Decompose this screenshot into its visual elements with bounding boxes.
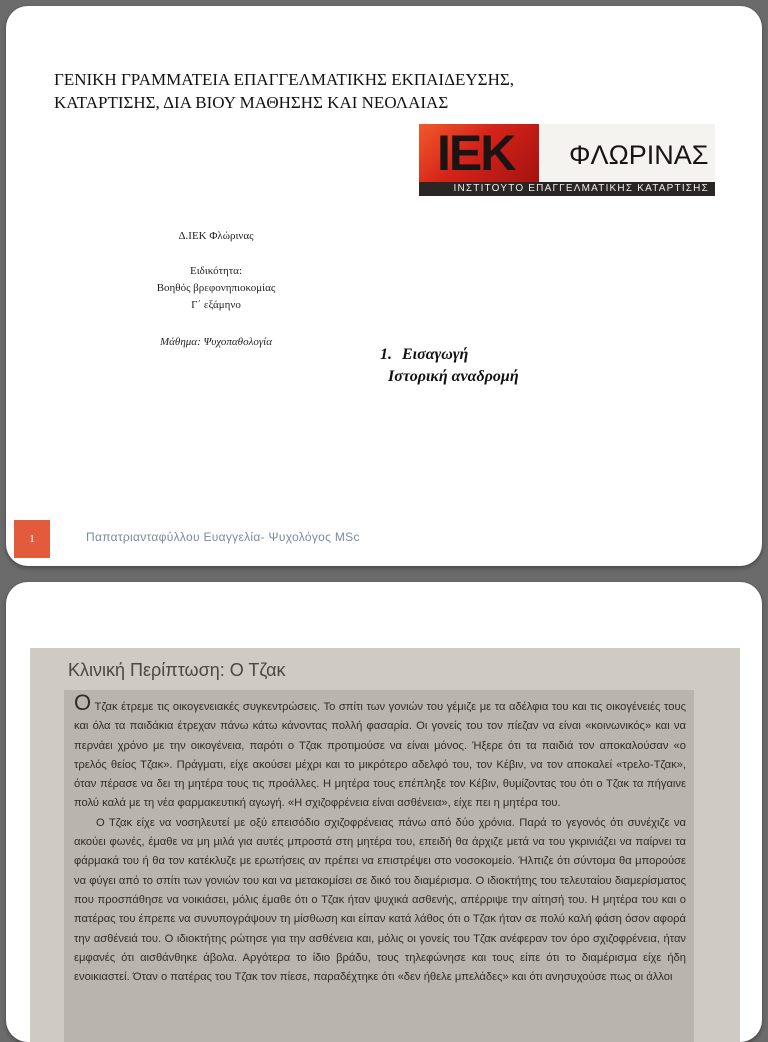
specialty-name: Βοηθός βρεφονηπιοκομίας (156, 282, 276, 294)
case-study-text-box (64, 690, 694, 1042)
specialty-label: Ειδικότητα: (189, 265, 243, 277)
slide-2 (6, 582, 762, 1042)
case-paragraph-2: Ο Τζακ είχε να νοσηλευτεί με οξύ επεισόδιο σχιζοφρένειας πάνω από δύο χρόνια. Παρά το γεγονός ότι συνέχιζε να ακούει φωνές, έμαθε να μη μιλά για αυτές μπροστά στη μητέρα του, επειδή θα άρχιζε μετά να του γκρινιάζει να παίρνει τα φάρμακά του ή θα τον κατέκλυζε με ερωτήσεις αν πρέπει να επιστρέψει στο νοσοκομείο. Ήλπιζε ότι σύντομα θα μπορούσε να φύγει από το σπίτι των γονιών του και να μετακομίσει σε δικό του διαμέρισμα. Ο ιδιοκτήτης του τελευταίου διαμερίσματος που προσπάθησε να νοικιάσει, μόλις έμαθε ότι ο Τζακ ήταν ψυχικά ασθενής, απέρριψε την αίτησή του. Η μητέρα του και ο πατέρας του έπρεπε να συνυπογράψουν τη μίσθωση και είπαν κατά λάθος ότι ο Τζακ ήταν σε πολύ καλή φάση όσον αφορά την ασθένειά του. Ο ιδιοκτήτης ρώτησε για την ασθένεια και, μόλις οι γονείς του Τζακ ανέφεραν τον όρο σχιζοφρένεια, ήταν εμφανές ότι αισθάνθηκε άβολα. Αργότερα το ίδιο βράδυ, τους τηλεφώνησε και τους είπε ότι το διαμέρισμα είχε ήδη ενοικιαστεί. Όταν ο πατέρας του Τζακ τον πίεσε, παραδέχτηκε ότι «δεν ήθελε μπελάδες» και ότι ανησυχούσε πως οι άλλοι (74, 816, 686, 984)
course-info (106, 228, 326, 351)
topic-subtitle: Ιστορική αναδρομή (388, 368, 519, 385)
institute-name: Δ.ΙΕΚ Φλώρινας (178, 230, 254, 242)
semester: Γ΄ εξάμηνο (191, 299, 241, 311)
drop-cap: Ο (74, 690, 92, 715)
iek-florinas-logo (419, 124, 715, 196)
slide-1 (6, 6, 762, 566)
topic-title: Εισαγωγή (402, 346, 469, 363)
slide-footer-author: Παπατριανταφύλλου Ευαγγελία- Ψυχολόγος MSc (86, 530, 360, 544)
slide-number-badge: 1 (14, 520, 50, 558)
case-paragraph-1-text: Τζακ έτρεμε τις οικογενειακές συγκεντρώσεις. Το σπίτι των γονιών του γέμιζε με τα αδέλφια του και τις οικογένειές τους και όλα τα παιδάκια έτρεχαν πάνω κάτω κάνοντας πολλή φασαρία. Οι γονείς του τον πίεζαν να είναι «κοινωνικός» και να περνάει χρόνο με την οικογένεια, παρότι ο Τζακ προτιμούσε να είναι μόνος. Ήξερε ότι τα παιδιά τον αποκαλούσαν «ο τρελός θείος Τζακ». Πράγματι, είχε ακούσει μέχρι και το μικρότερο αδελφό του, τον Κέβιν, να τον αποκαλεί «τρελο-Τζακ», όταν πέρασε να δει τη μητέρα τους τις προάλλες. Η μητέρα τους επέπληξε τον Κέβιν, θυμίζοντας του ότι ο Τζακ τα πήγαινε πολύ καλά με τη νέα φαρμακευτική αγωγή. «Η σχιζοφρένεια είναι ασθένεια», είχε πει η μητέρα του. (74, 701, 686, 810)
case-paragraph-1 (74, 690, 686, 814)
lecture-topic (380, 344, 519, 388)
topic-number: 1. (380, 346, 392, 363)
subject: Μάθημα: Ψυχοπαθολογία (159, 336, 272, 348)
logo-city-text: ΦΛΩΡΙΝΑΣ (569, 140, 709, 170)
org-title-line-2: ΚΑΤΑΡΤΙΣΗΣ, ΔΙΑ ΒΙΟΥ ΜΑΘΗΣΗΣ ΚΑΙ ΝΕΟΛΑΙΑΣ (54, 93, 449, 112)
case-study-photo (30, 648, 740, 1042)
logo-iek-text: ΙΕΚ (437, 125, 515, 181)
org-title-line-1: ΓΕΝΙΚΗ ΓΡΑΜΜΑΤΕΙΑ ΕΠΑΓΓΕΛΜΑΤΙΚΗΣ ΕΚΠΑΙΔΕΥΣΗΣ, (54, 70, 514, 89)
logo-tagline: ΙΝΣΤΙΤΟΥΤΟ ΕΠΑΓΓΕΛΜΑΤΙΚΗΣ ΚΑΤΑΡΤΙΣΗΣ (419, 182, 715, 196)
organization-title (54, 68, 654, 114)
case-study-title: Κλινική Περίπτωση: Ο Τζακ (68, 660, 286, 680)
